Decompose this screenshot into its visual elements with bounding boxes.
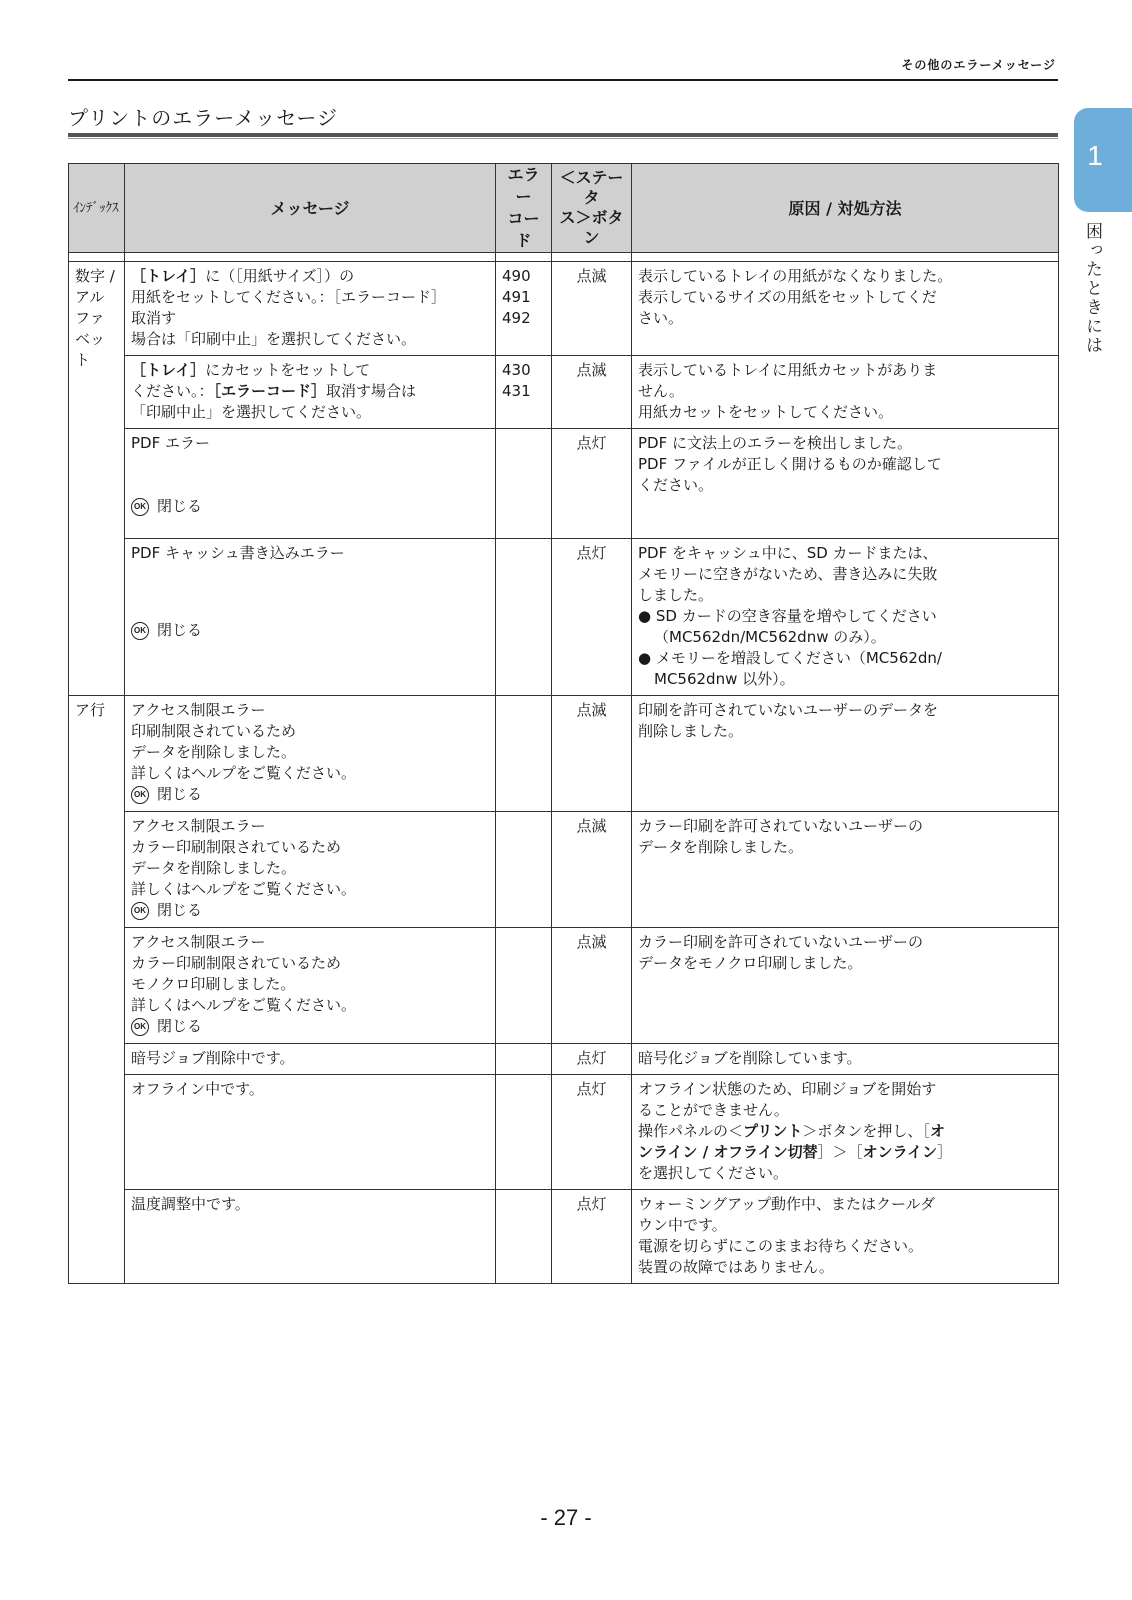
message-cell [125, 429, 496, 539]
cause-text: PDF に文法上のエラーを検出しました。 [638, 434, 912, 452]
table-row [69, 356, 1059, 429]
cause-cell [632, 812, 1059, 928]
msg-text: データを削除しました。 [131, 859, 297, 877]
chapter-number: 1 [1087, 140, 1103, 171]
running-head: その他のエラーメッセージ [901, 58, 1056, 72]
cause-text: ● メモリーを増設してください（MC562dn/ [638, 649, 942, 667]
status-cell: 点滅 [552, 696, 632, 812]
ok-button-icon: OK [131, 1018, 149, 1036]
title-rule [68, 133, 1058, 137]
msg-text: にカセットをセットして [205, 361, 371, 379]
message-cell [125, 696, 496, 812]
cause-text: しました。 [638, 586, 714, 604]
code-cell [496, 429, 552, 539]
code-cell [496, 1190, 552, 1284]
ok-close-row [131, 1016, 489, 1037]
code-cell [496, 928, 552, 1044]
msg-text: 詳しくはヘルプをご覧ください。 [131, 880, 357, 898]
cause-text: 印刷を許可されていないユーザーのデータを [638, 701, 939, 719]
code-cell [496, 539, 552, 696]
ok-label: 閉じる [157, 901, 203, 919]
header-index: ｲﾝﾃﾞｯｸｽ [69, 164, 125, 253]
cause-text: せん。 [638, 382, 684, 400]
cause-text: ください。 [638, 476, 714, 494]
cause-text: ウォーミングアップ動作中、またはクールダ [638, 1195, 936, 1213]
cause-text: ＞ボタンを押し、［ [802, 1122, 930, 1140]
cause-text: （MC562dn/MC562dnw のみ）。 [654, 628, 886, 646]
error-code: 491 [502, 288, 531, 306]
cause-cell [632, 262, 1059, 356]
cause-text: 表示しているトレイに用紙カセットがありま [638, 361, 938, 379]
cause-text: カラー印刷を許可されていないユーザーの [638, 817, 924, 835]
cause-text: を選択してください。 [638, 1164, 789, 1182]
msg-text: アクセス制限エラー [131, 701, 266, 719]
error-code: 430 [502, 361, 531, 379]
cause-text: データをモノクロ印刷しました。 [638, 954, 863, 972]
cause-text: PDF ファイルが正しく開けるものか確認して [638, 455, 942, 473]
cause-text: 電源を切らずにこのままお待ちください。 [638, 1237, 924, 1255]
ok-label: 閉じる [157, 497, 203, 515]
table-row [69, 696, 1059, 812]
table-row [69, 812, 1059, 928]
cause-text: ］＞［ [817, 1143, 863, 1161]
msg-text: 詳しくはヘルプをご覧ください。 [131, 764, 357, 782]
cause-text: MC562dnw 以外）。 [654, 670, 795, 688]
header-error-code [496, 164, 552, 253]
status-cell: 点滅 [552, 262, 632, 356]
cause-text: 表示しているトレイの用紙がなくなりました。 [638, 267, 953, 285]
msg-text: 「印刷中止」を選択してください。 [131, 403, 372, 421]
msg-text: 用紙をセットしてください。：［エラーコード］ [131, 288, 447, 306]
message-cell [125, 262, 496, 356]
header-spacer [69, 253, 1059, 262]
cause-text: オフライン状態のため、印刷ジョブを開始す [638, 1080, 937, 1098]
message-cell [125, 1044, 496, 1075]
header-code-line1: エラー [507, 165, 540, 206]
msg-text: アクセス制限エラー [131, 933, 266, 951]
title-rule-thin [68, 138, 1058, 139]
code-cell [496, 1075, 552, 1190]
table-row [69, 928, 1059, 1044]
chapter-label: 困ったときには [1082, 222, 1102, 355]
cause-text: 操作パネルの＜ [638, 1122, 744, 1140]
message-cell [125, 539, 496, 696]
cause-text: 削除しました。 [638, 722, 744, 740]
cause-cell [632, 356, 1059, 429]
header-message: メッセージ [125, 164, 496, 253]
cause-text: メモリーに空きがないため、書き込みに失敗 [638, 565, 938, 583]
msg-text: モノクロ印刷しました。 [131, 975, 296, 993]
error-code: 431 [502, 382, 531, 400]
header-status-line2: ス＞ボタン [559, 208, 624, 247]
page-title: プリントのエラーメッセージ [68, 106, 338, 130]
cause-text: さい。 [638, 309, 684, 327]
ok-close-row [131, 784, 489, 805]
error-code: 492 [502, 309, 531, 327]
cause-text: オンライン [862, 1143, 938, 1161]
msg-text: ［トレイ］ [131, 361, 206, 379]
msg-text: 温度調整中です。 [131, 1195, 250, 1213]
code-cell [496, 1044, 552, 1075]
table-row [69, 1190, 1059, 1284]
msg-text: ください。： [131, 382, 214, 400]
msg-text: 場合は「印刷中止」を選択してください。 [131, 330, 417, 348]
cause-cell [632, 1075, 1059, 1190]
error-message-table [68, 163, 1059, 1284]
msg-text: カラー印刷制限されているため [131, 954, 342, 972]
cause-cell [632, 928, 1059, 1044]
header-status-line1: ＜ステータ [559, 168, 624, 207]
status-cell: 点滅 [552, 356, 632, 429]
status-cell: 点灯 [552, 429, 632, 539]
table-row [69, 262, 1059, 356]
cause-text: PDF をキャッシュ中に、SD カードまたは、 [638, 544, 938, 562]
cause-cell [632, 429, 1059, 539]
msg-text: 暗号ジョブ削除中です。 [131, 1049, 295, 1067]
cause-text: ］ [937, 1143, 953, 1161]
status-cell: 点灯 [552, 1190, 632, 1284]
index-line: ベット [75, 330, 106, 369]
cause-text: 暗号化ジョブを削除しています。 [638, 1049, 862, 1067]
index-line: 数字 / [75, 267, 115, 285]
status-cell: 点灯 [552, 1044, 632, 1075]
cause-cell [632, 696, 1059, 812]
ok-button-icon: OK [131, 786, 149, 804]
msg-text: 詳しくはヘルプをご覧ください。 [131, 996, 357, 1014]
msg-text: に（［用紙サイズ］）の [205, 267, 355, 285]
cause-text: オ [929, 1122, 945, 1140]
msg-text: 取消す場合は [326, 382, 417, 400]
message-cell [125, 356, 496, 429]
index-line: アル [75, 288, 105, 306]
header-code-line2: コード [507, 209, 540, 250]
msg-text: PDF キャッシュ書き込みエラー [131, 544, 345, 562]
status-cell: 点滅 [552, 812, 632, 928]
table-row [69, 429, 1059, 539]
cause-text: 装置の故障ではありません。 [638, 1258, 834, 1276]
cause-cell [632, 539, 1059, 696]
message-cell [125, 812, 496, 928]
cause-text: ● SD カードの空き容量を増やしてください [638, 607, 937, 625]
status-cell: 点滅 [552, 928, 632, 1044]
error-code: 490 [502, 267, 531, 285]
cause-text: 表示しているサイズの用紙をセットしてくだ [638, 288, 937, 306]
ok-label: 閉じる [157, 1017, 203, 1035]
msg-text: ［トレイ］ [131, 267, 206, 285]
ok-button-icon: OK [131, 622, 149, 640]
message-cell [125, 928, 496, 1044]
msg-text: ［エラーコード］ [213, 382, 327, 400]
table-header-row [69, 164, 1059, 253]
message-cell [125, 1190, 496, 1284]
index-a-row: ア行 [69, 696, 125, 1284]
cause-text: カラー印刷を許可されていないユーザーの [638, 933, 924, 951]
ok-close-row [131, 620, 489, 641]
header-rule [68, 79, 1058, 81]
ok-close-row [131, 496, 489, 517]
cause-text: 用紙カセットをセットしてください。 [638, 403, 894, 421]
msg-text: オフライン中です。 [131, 1080, 264, 1098]
code-cell [496, 812, 552, 928]
ok-close-row [131, 900, 489, 921]
ok-button-icon: OK [131, 498, 149, 516]
header-cause: 原因 / 対処方法 [632, 164, 1059, 253]
status-cell: 点灯 [552, 539, 632, 696]
status-cell: 点灯 [552, 1075, 632, 1190]
msg-text: 取消す [131, 309, 177, 327]
cause-text: プリント [743, 1122, 803, 1140]
cause-text: ンライン / オフライン切替 [638, 1143, 818, 1161]
page-number: - 27 - [540, 1505, 592, 1530]
msg-text: 印刷制限されているため [131, 722, 297, 740]
msg-text: アクセス制限エラー [131, 817, 266, 835]
cause-text: データを削除しました。 [638, 838, 804, 856]
cause-cell [632, 1190, 1059, 1284]
cause-text: ウン中です。 [638, 1216, 727, 1234]
code-cell [496, 356, 552, 429]
msg-text: データを削除しました。 [131, 743, 297, 761]
header-status [552, 164, 632, 253]
msg-text: カラー印刷制限されているため [131, 838, 342, 856]
table-row [69, 539, 1059, 696]
code-cell [496, 262, 552, 356]
message-cell [125, 1075, 496, 1190]
index-alphanumeric [69, 262, 125, 696]
cause-text: ることができません。 [638, 1101, 789, 1119]
table-row [69, 1075, 1059, 1190]
index-line: ファ [75, 309, 105, 327]
cause-cell [632, 1044, 1059, 1075]
msg-text: PDF エラー [131, 434, 210, 452]
ok-label: 閉じる [157, 785, 203, 803]
table-row [69, 1044, 1059, 1075]
ok-button-icon: OK [131, 902, 149, 920]
code-cell [496, 696, 552, 812]
ok-label: 閉じる [157, 621, 203, 639]
